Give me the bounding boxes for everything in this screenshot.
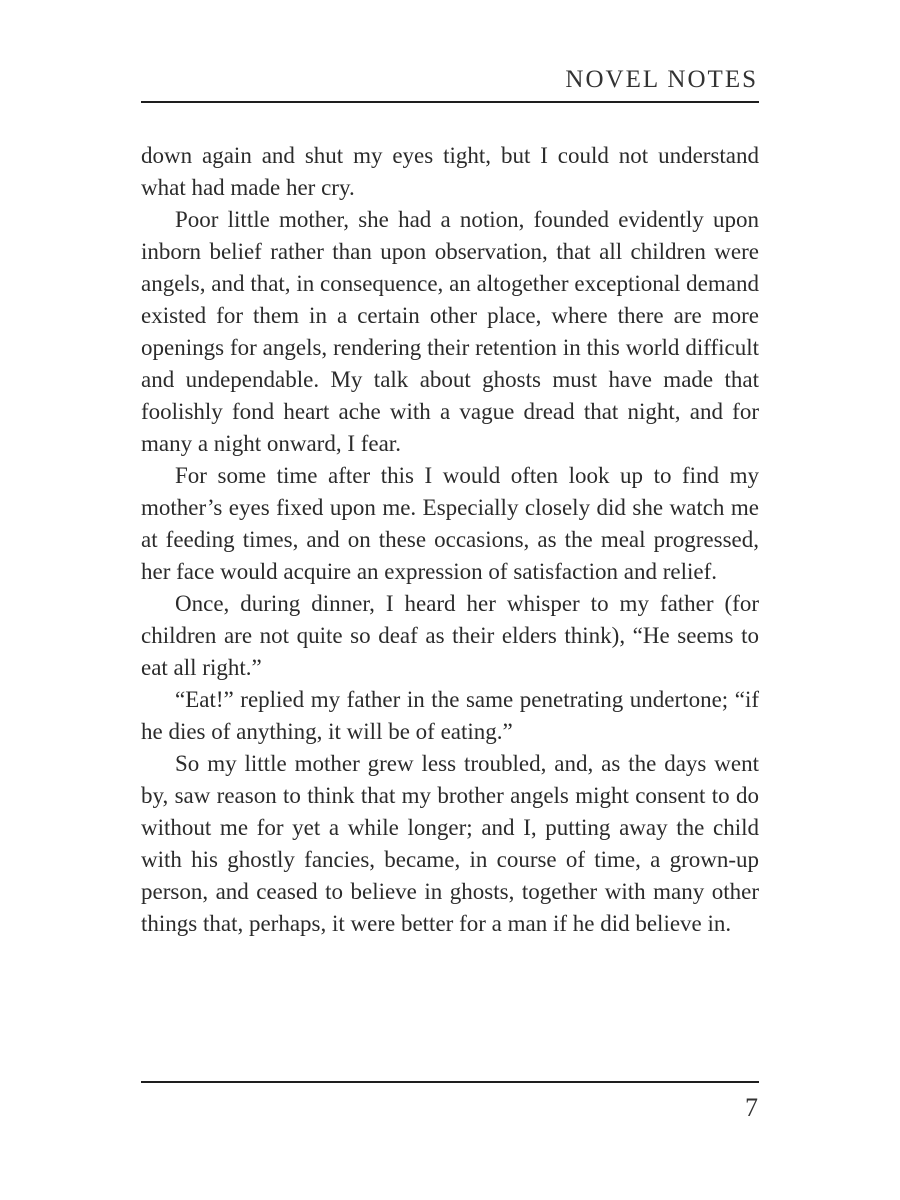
body-text xyxy=(141,140,759,940)
paragraph: So my little mother grew less troubled, and, as the days went by, saw reason to think that my brother angels might consent to do without me for yet a while longer; and I, putting away the child with his ghostly fancies, became, in course of time, a grown-up person, and ceased to believe in ghosts, together with many other things that, perhaps, it were better for a man if he did believe in. xyxy=(141,751,759,936)
paragraph: Poor little mother, she had a notion, founded evidently upon inborn belief rather than upon observation, that all children were angels, and that, in consequence, an altogether exceptional demand existed for them in a certain other place, where there are more openings for angels, rendering their retention in this world difficult and undependable. My talk about ghosts must have made that foolishly fond heart ache with a vague dread that night, and for many a night onward, I fear. xyxy=(141,207,759,456)
paragraph: For some time after this I would often look up to find my mother’s eyes fixed upon me. Especially closely did she watch me at feeding times, and on these occasions, as the meal progressed, her face would acquire an expression of satisfaction and relief. xyxy=(141,463,759,584)
page-number: 7 xyxy=(745,1093,758,1122)
running-head: NOVEL NOTES xyxy=(565,66,758,93)
paragraph: Once, during dinner, I heard her whisper to my father (for children are not quite so deaf as their elders think), “He seems to eat all right.” xyxy=(141,591,759,680)
paragraph: “Eat!” replied my father in the same penetrating undertone; “if he dies of anything, it will be of eating.” xyxy=(141,687,759,744)
footer-rule xyxy=(141,1081,759,1083)
header-rule xyxy=(141,101,759,103)
paragraph: down again and shut my eyes tight, but I could not understand what had made her cry. xyxy=(141,143,759,200)
